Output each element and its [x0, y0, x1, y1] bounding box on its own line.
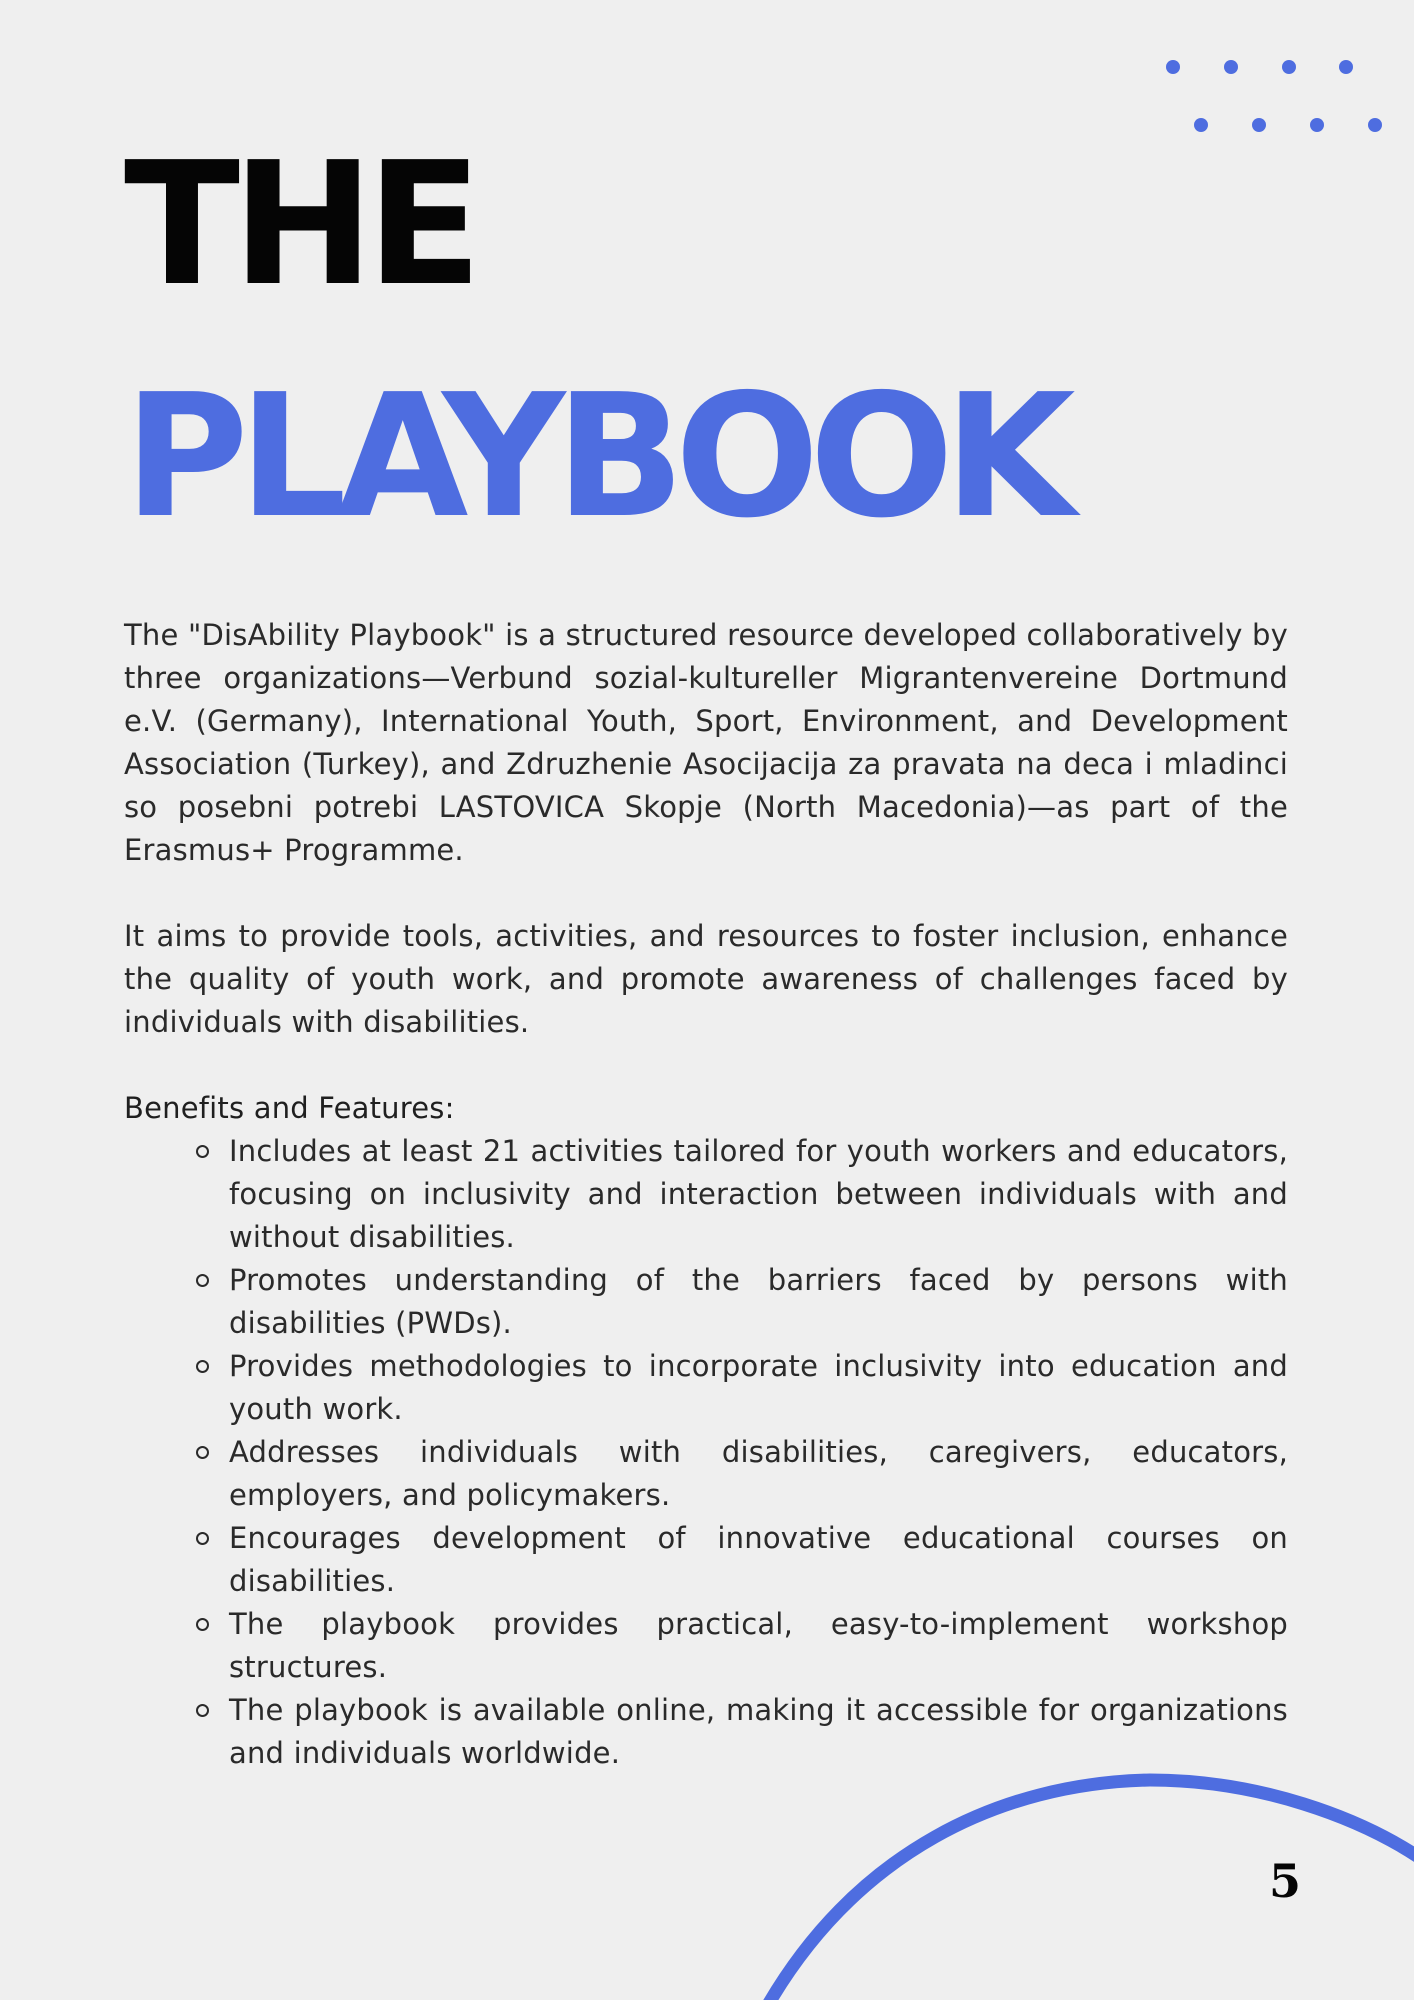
list-item: Encourages development of innovative educational courses on disabilities. [229, 1517, 1288, 1603]
title-playbook: PLAYBOOK [124, 358, 1066, 556]
list-item: Promotes understanding of the barriers faced by persons with disabilities (PWDs). [229, 1259, 1288, 1345]
intro-paragraph-1: The "DisAbility Playbook" is a structured resource developed collaboratively by three organizations—Verbund sozial-kultureller Migrantenvereine Dortmund e.V. (Germany), International Youth, Sport, Environment, and Development Association (Turkey), and Zdruzhenie Asocijacija za pravata na deca i mladinci so posebni potrebi LASTOVICA Skopje (North Macedonia)—as part of the Erasmus+ Programme. [124, 618, 1288, 867]
decorative-dot-grid [1160, 56, 1400, 146]
page-number: 5 [1268, 1854, 1301, 1908]
list-item: Addresses individuals with disabilities, caregivers, educators, employers, and policymakers. [229, 1431, 1288, 1517]
list-item: Provides methodologies to incorporate inclusivity into education and youth work. [229, 1345, 1288, 1431]
benefits-heading: Benefits and Features: [124, 1091, 455, 1125]
benefits-list [124, 1130, 1288, 1775]
list-item: Includes at least 21 activities tailored for youth workers and educators, focusing on inclusivity and interaction between individuals with and without disabilities. [229, 1130, 1288, 1259]
list-item: The playbook provides practical, easy-to-implement workshop structures. [229, 1603, 1288, 1689]
list-item: The playbook is available online, making it accessible for organizations and individuals worldwide. [229, 1689, 1288, 1775]
title-the: THE [124, 126, 475, 324]
main-content [124, 614, 1288, 1775]
intro-paragraph-2: It aims to provide tools, activities, and resources to foster inclusion, enhance the quality of youth work, and promote awareness of challenges faced by individuals with disabilities. [124, 919, 1288, 1039]
